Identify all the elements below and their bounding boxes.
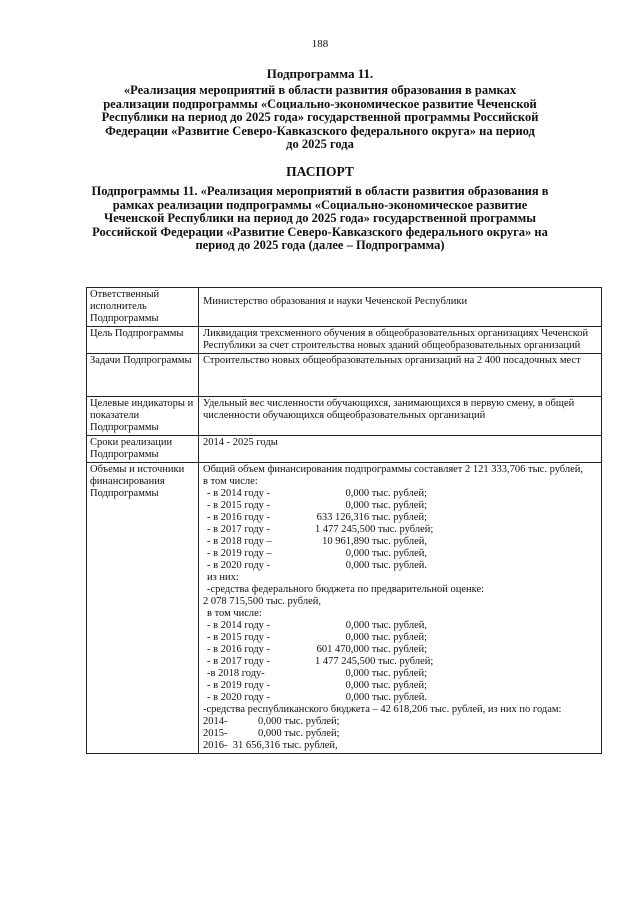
republic-year-row [203,728,598,740]
year-amount: 0,000 тыс. рублей; [258,728,340,739]
republic-year-row [203,740,598,752]
republic-label: -средства республиканского бюджета – 42 618,206 тыс. рублей, из них по годам: [203,704,562,715]
passport-title: ПАСПОРТ [286,164,354,179]
year-amount: 31 656,316 тыс. рублей, [232,740,338,751]
year-label: 2016- [203,740,228,751]
table-row [87,463,602,754]
federal-year-row [203,668,598,680]
year-label: - в 2019 году – [207,548,272,559]
table-row [87,354,602,397]
federal-year-row [203,644,598,656]
year-label: - в 2017 году - [207,656,271,667]
total-year-row [203,488,598,500]
total-year-row [203,536,598,548]
goal-value: Ликвидация трехсменного обучения в общеобразовательных организациях Чеченской Республики за счет строительства новых зданий общеобразовательных организаций [199,327,602,354]
federal-year-row [203,632,598,644]
year-label: - в 2019 году - [207,680,271,691]
year-label: -в 2018 году- [207,668,265,679]
year-amount: 0,000 тыс. рублей; [345,500,427,511]
year-label: 2014- [203,716,228,727]
year-label: - в 2016 году - [207,644,271,655]
total-year-row [203,500,598,512]
financing-value [199,463,602,754]
financing-total: Общий объем финансирования подпрограммы составляет 2 121 333,706 тыс. рублей, [203,464,584,475]
federal-year-row [203,692,598,704]
year-amount: 633 126,316 тыс. рублей; [316,512,427,523]
year-label: - в 2020 году - [207,692,271,703]
terms-value: 2014 - 2025 годы [199,436,602,463]
federal-total: 2 078 715,500 тыс. рублей, [203,596,322,607]
table-row [87,436,602,463]
year-amount: 1 477 245,500 тыс. рублей; [315,656,434,667]
financing-label: Объемы и источники финансирования Подпрограммы [87,463,199,754]
page-number: 188 [311,38,329,50]
table-row [87,397,602,436]
year-amount: 1 477 245,500 тыс. рублей; [315,524,434,535]
year-amount: 0,000 тыс. рублей; [345,668,427,679]
total-year-row [203,524,598,536]
year-amount: 0,000 тыс. рублей; [345,632,427,643]
federal-label: -средства федерального бюджета по предварительной оценке: [207,584,485,595]
federal-year-row [203,680,598,692]
year-amount: 0,000 тыс. рублей; [345,680,427,691]
total-year-row [203,548,598,560]
terms-label: Сроки реализации Подпрограммы [87,436,199,463]
year-amount: 0,000 тыс. рублей, [345,620,427,631]
year-amount: 0,000 тыс. рублей. [345,692,427,703]
subprogram-heading: Подпрограмма 11. [266,66,374,81]
financing-of-them: из них: [207,572,239,583]
year-amount: 10 961,890 тыс. рублей, [322,536,427,547]
year-amount: 0,000 тыс. рублей; [258,716,340,727]
year-amount: 0,000 тыс. рублей, [345,548,427,559]
year-label: - в 2018 году – [207,536,272,547]
indicators-label: Целевые индикаторы и показатели Подпрограммы [87,397,199,436]
federal-year-row [203,656,598,668]
year-amount: 601 470,000 тыс. рублей; [316,644,427,655]
year-label: - в 2016 году - [207,512,271,523]
total-year-row [203,560,598,572]
federal-including: в том числе: [207,608,262,619]
passport-table [86,287,602,754]
year-label: - в 2014 году - [207,620,271,631]
tasks-value: Строительство новых общеобразовательных организаций на 2 400 посадочных мест [199,354,602,397]
year-amount: 0,000 тыс. рублей. [345,560,427,571]
financing-including: в том числе: [203,476,258,487]
indicators-value: Удельный вес численности обучающихся, занимающихся в первую смену, в общей численности обучающихся общеобразовательных организаций [199,397,602,436]
responsible-label: Ответственный исполнитель Подпрограммы [87,288,199,327]
year-label: - в 2015 году - [207,500,271,511]
year-label: - в 2015 году - [207,632,271,643]
goal-label: Цель Подпрограммы [87,327,199,354]
tasks-label: Задачи Подпрограммы [87,354,199,397]
year-label: - в 2020 году - [207,560,271,571]
year-label: - в 2014 году - [207,488,271,499]
total-year-row [203,512,598,524]
republic-year-row [203,716,598,728]
responsible-value: Министерство образования и науки Чеченской Республики [199,288,602,327]
passport-subtitle: Подпрограммы 11. «Реализация мероприятий в области развития образования в рамках реализации подпрограммы «Социально-экономическое развитие Чеченской Республики на период до 2025 года» государственной программы Российской Федерации «Развитие Северо-Кавказского федерального округа» на период до 2025 года (далее – Подпрограмма) [91,184,549,252]
table-row [87,327,602,354]
year-amount: 0,000 тыс. рублей; [345,488,427,499]
federal-year-row [203,620,598,632]
table-row [87,288,602,327]
subprogram-title: «Реализация мероприятий в области развития образования в рамках реализации подпрограммы «Социально-экономическое развитие Чеченской Республики на период до 2025 года» государственной программы Российской Федерации «Развитие Северо-Кавказского федерального округа» на период до 2025 года [101,83,539,151]
year-label: - в 2017 году - [207,524,271,535]
year-label: 2015- [203,728,228,739]
